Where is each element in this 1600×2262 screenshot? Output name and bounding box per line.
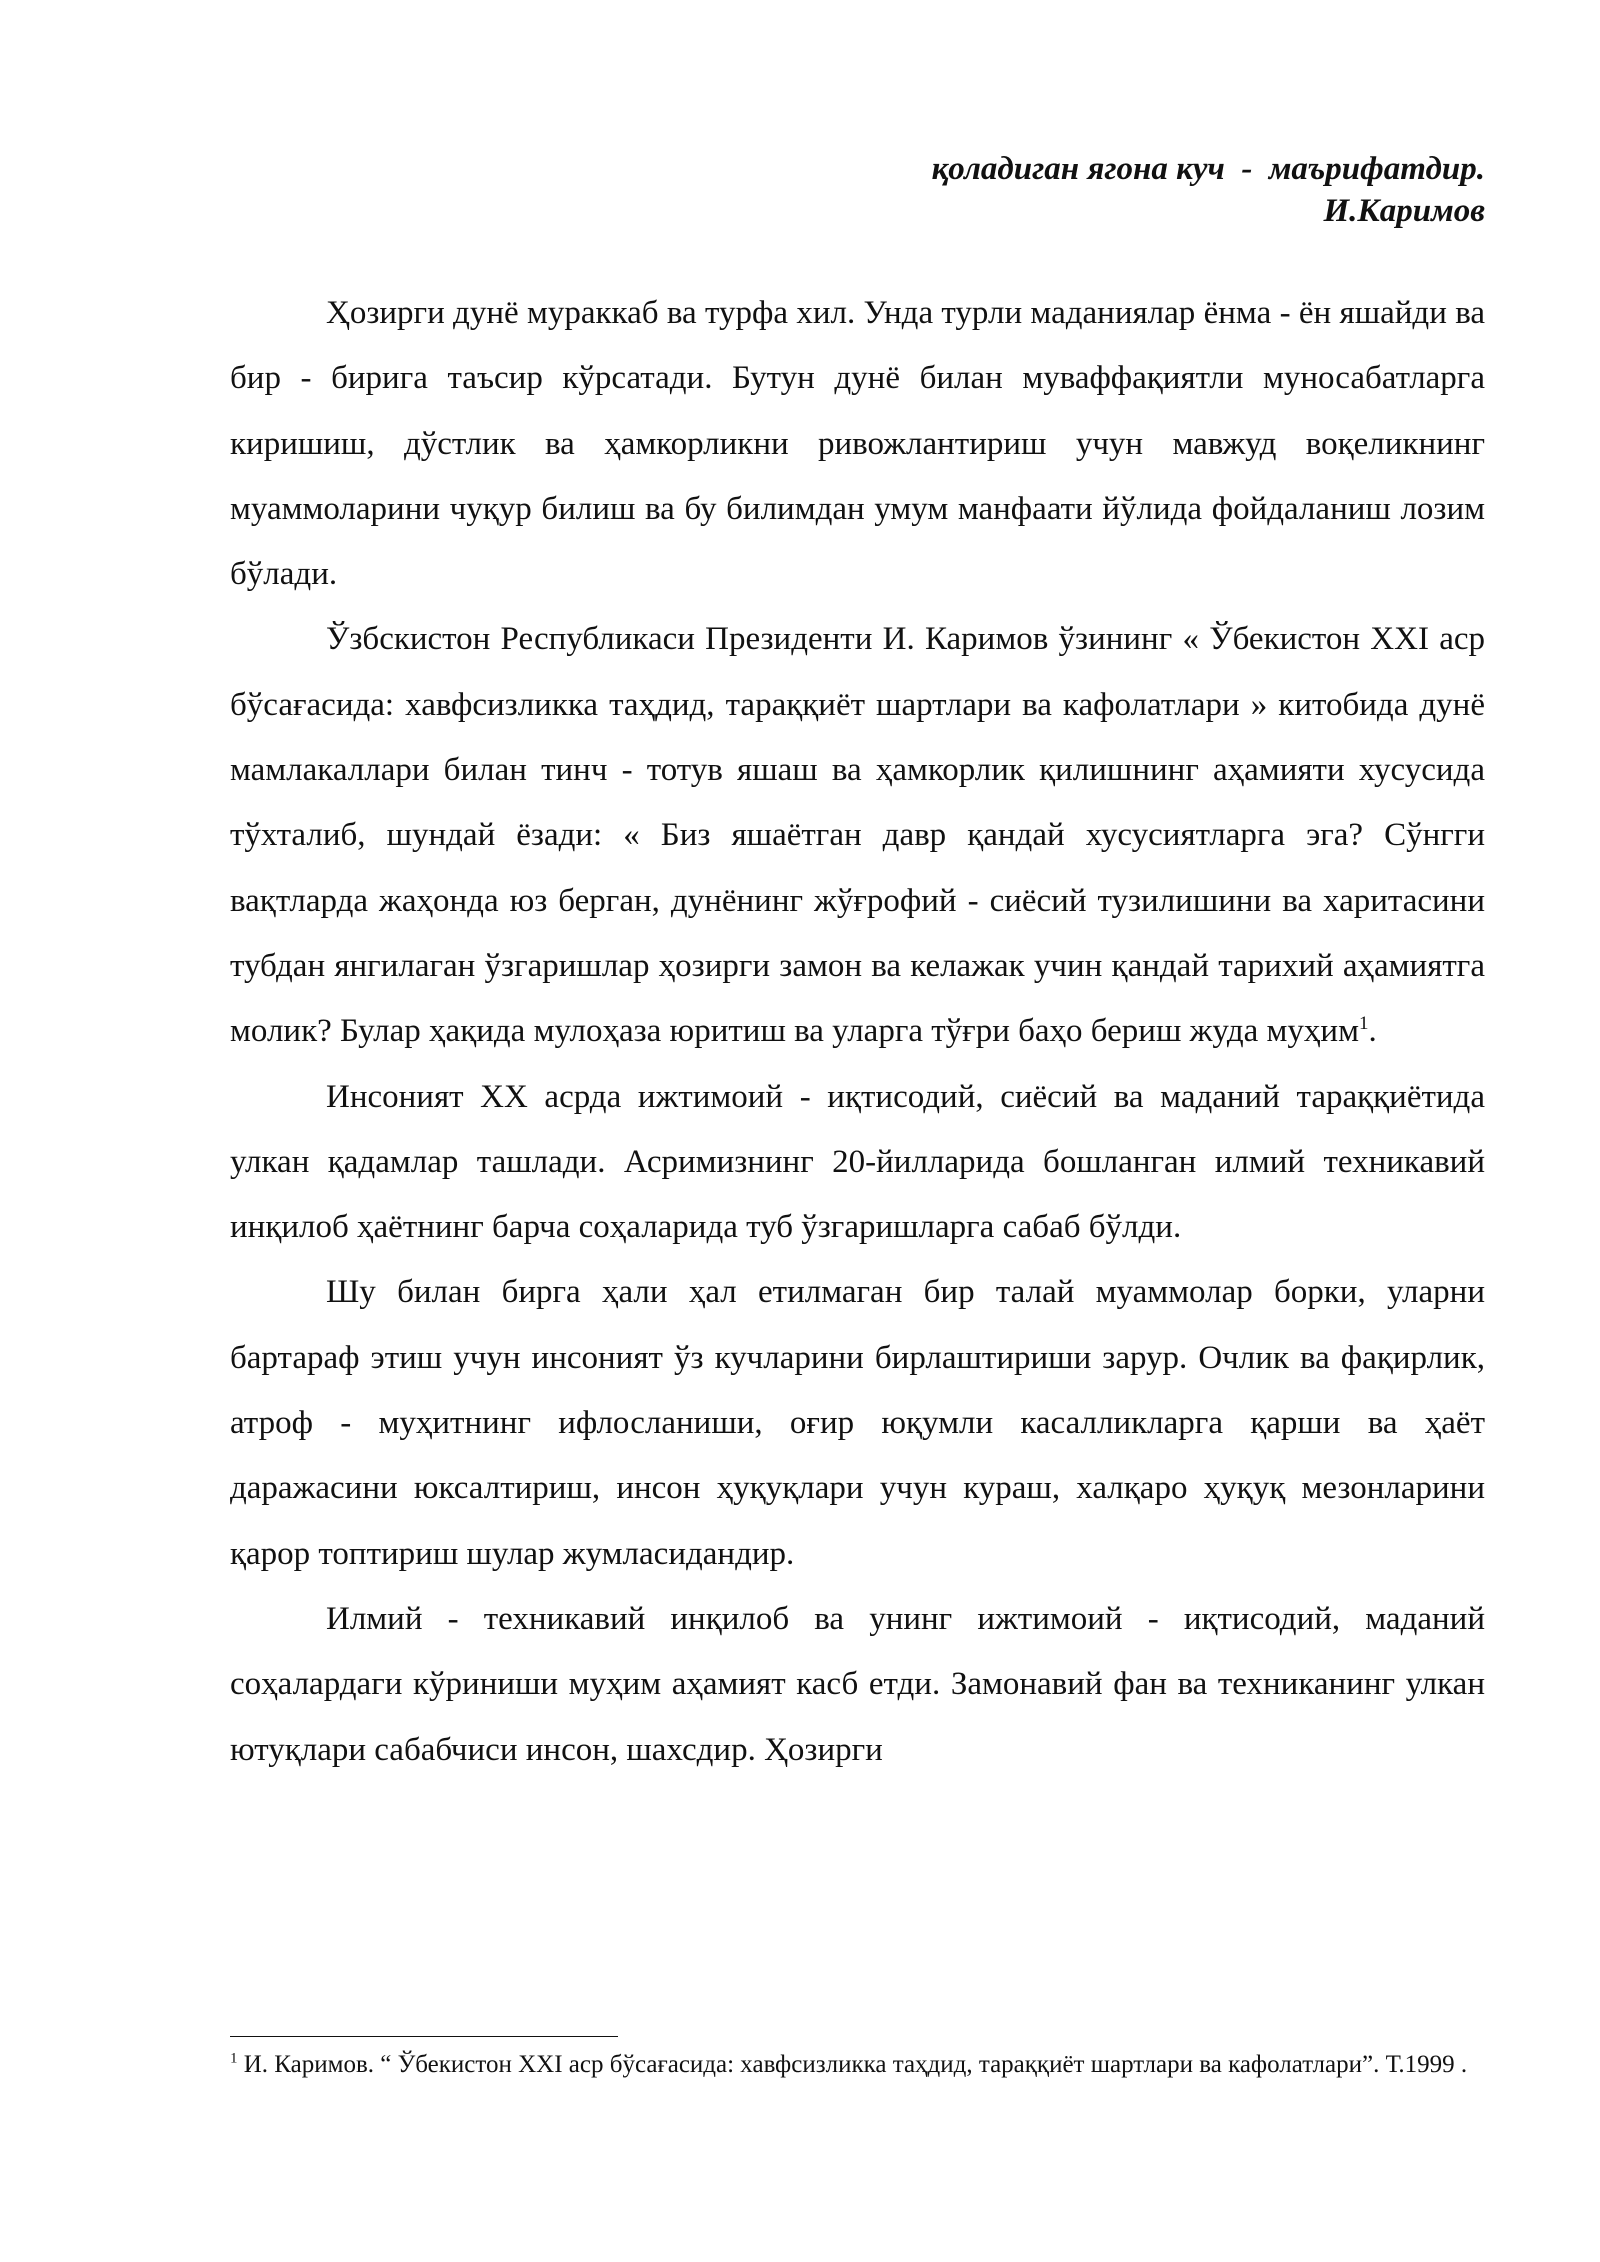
main-text — [230, 281, 1485, 1783]
epigraph-quote: қоладиган ягона куч - маърифатдир. — [931, 151, 1485, 187]
paragraph-text: Инсоният XX асрда ижтимоий - иқтисодий, сиёсий ва маданий тараққиётида улкан қадамлар ташлади. Асримизнинг 20-йилларида бошланган илмий техникавий инқилоб ҳаётнинг барча соҳаларида туб ўзгаришларга сабаб бўлди. — [230, 1078, 1485, 1246]
epigraph-author: И.Каримов — [1323, 193, 1485, 229]
paragraph-text: Илмий - техникавий инқилоб ва унинг ижтимоий - иқтисодий, маданий соҳалардаги кўриниши муҳим аҳамият касб етди. Замонавий фан ва техниканинг улкан ютуқлари сабабчиси инсон, шахсдир. Ҳозирги — [230, 1600, 1485, 1768]
paragraph-text: Шу билан бирга ҳали ҳал етилмаган бир талай муаммолар борки, уларни бартараф этиш учун инсоният ўз кучларини бирлаштириши зарур. Очлик ва фақирлик, атроф - муҳитнинг ифлосланиши, оғир юқумли касалликларга қарши ва ҳаёт даражасини юксалтириш, инсон ҳуқуқлари учун кураш, халқаро ҳуқуқ мезонларини қарор топтириш шулар жумласидандир. — [230, 1274, 1485, 1572]
paragraph — [230, 1260, 1485, 1586]
paragraph — [230, 281, 1485, 607]
paragraph — [230, 1587, 1485, 1783]
paragraph-text: Ҳозирги дунё мураккаб ва турфа хил. Унда турли маданиялар ёнма - ён яшайди ва бир - бирига таъсир кўрсатади. Бутун дунё билан муваффақиятли муносабатларга киришиш, дўстлик ва ҳамкорликни ривожлантириш учун мавжуд воқеликнинг муаммоларини чуқур билиш ва бу билимдан умум манфаати йўлида фойдаланиш лозим бўлади. — [230, 295, 1485, 593]
paragraph-text: Ўзбскистон Республикаси Президенти И. Каримов ўзининг « Ўбекистон XXI аср бўсағасида: хавфсизликка таҳдид, тараққиёт шартлари ва кафолатлари » китобида дунё мамлакаллари билан тинч - тотув яшаш ва ҳамкорлик қилишнинг аҳамияти хусусида тўхталиб, шундай ёзади: « Биз яшаётган давр қандай хусусиятларга эга? Сўнгги вақтларда жаҳонда юз берган, дунёнинг жўғрофий - сиёсий тузилишини ва харитасини тубдан янгилаган ўзгаришлар ҳозирги замон ва келажак учин қандай тарихий аҳамиятга молик? Булар ҳақида мулоҳаза юритиш ва уларга тўғри баҳо бериш жуда муҳим — [230, 621, 1485, 1050]
paragraph — [230, 1065, 1485, 1261]
paragraph — [230, 607, 1485, 1064]
paragraph-end-punctuation: . — [1368, 1013, 1377, 1050]
footnote-number: 1 — [230, 2050, 238, 2067]
footnote-separator — [230, 2036, 618, 2037]
footnote-reference: 1 — [1358, 1013, 1369, 1035]
footnote-text: И. Каримов. “ Ўбекистон XXI аср бўсағасида: хавфсизликка таҳдид, тараққиёт шартлари ва кафолатлари”. Т.1999 . — [237, 2051, 1468, 2078]
footnote — [230, 2048, 1485, 2081]
epigraph — [230, 148, 1485, 232]
